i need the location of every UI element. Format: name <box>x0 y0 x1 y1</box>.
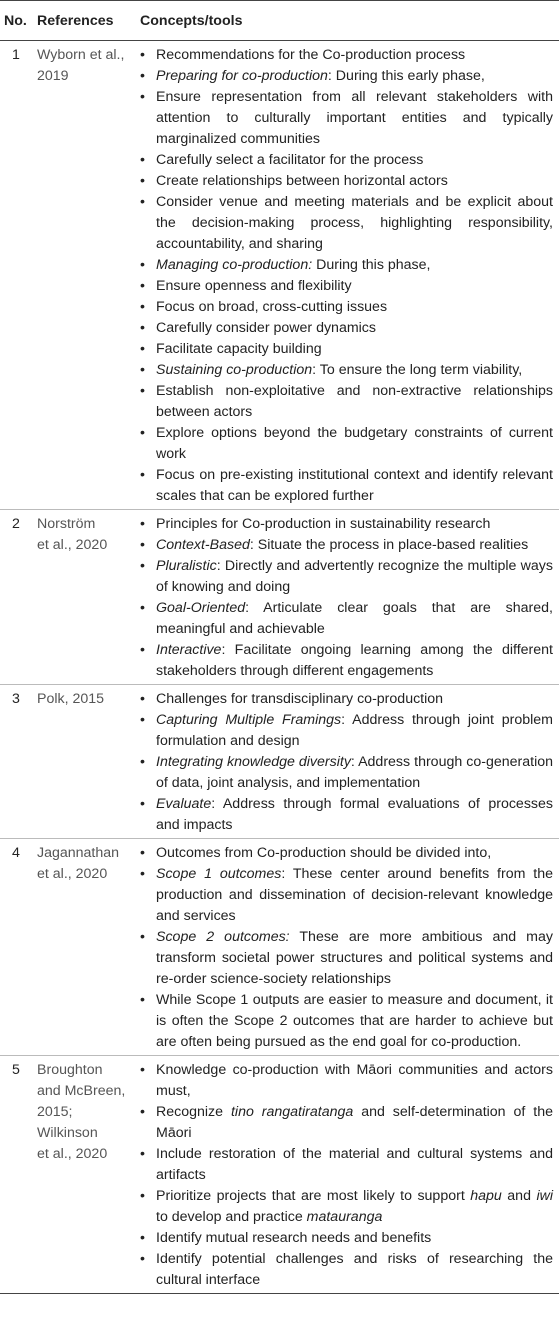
concept-item <box>136 710 553 752</box>
concept-text: Facilitate capacity building <box>156 341 322 357</box>
concept-list <box>136 689 553 836</box>
bullet-icon: • <box>140 537 145 553</box>
concept-term: Sustaining co-production <box>156 362 313 378</box>
reference-cell <box>35 41 136 510</box>
bullet-icon: • <box>140 1146 145 1162</box>
bullet-icon: • <box>140 866 145 882</box>
bullet-icon: • <box>140 691 145 707</box>
reference-line: and McBreen, <box>37 1083 126 1099</box>
reference-line: Wyborn et al., <box>37 47 125 63</box>
bullet-icon: • <box>140 299 145 315</box>
concept-term: Preparing for co-production <box>156 68 328 84</box>
table-row <box>0 1056 559 1294</box>
concept-list <box>136 45 553 507</box>
concept-text: While Scope 1 outputs are easier to measure and document, it is often the Scope 2 outcomes that are harder to achieve but are often being pursued as the end goal for co-production. <box>156 992 553 1050</box>
row-number: 2 <box>0 510 35 685</box>
bullet-icon: • <box>140 152 145 168</box>
concept-term: Integrating knowledge diversity <box>156 754 351 770</box>
concept-text: Carefully consider power dynamics <box>156 320 376 336</box>
reference-cell <box>35 1056 136 1294</box>
bullet-icon: • <box>140 257 145 273</box>
concept-term: Evaluate <box>156 796 212 812</box>
concept-text: Challenges for transdisciplinary co-production <box>156 691 444 707</box>
bullet-icon: • <box>140 278 145 294</box>
concept-text: Prioritize projects that are most likely to support <box>156 1188 471 1204</box>
table-row <box>0 839 559 1056</box>
concept-item <box>136 1060 553 1102</box>
bullet-icon: • <box>140 845 145 861</box>
concept-text: Recommendations for the Co-production process <box>156 47 466 63</box>
concept-term: hapu <box>470 1188 502 1204</box>
concept-item <box>136 465 553 507</box>
concept-item <box>136 556 553 598</box>
reference-line: Wilkinson <box>37 1125 98 1141</box>
row-number: 5 <box>0 1056 35 1294</box>
reference-line: et al., 2020 <box>37 537 108 553</box>
table-body <box>0 41 559 1294</box>
concept-item <box>136 1144 553 1186</box>
bullet-icon: • <box>140 796 145 812</box>
table-row <box>0 685 559 839</box>
concept-item <box>136 794 553 836</box>
concept-text: Knowledge co-production with Māori communities and actors must, <box>156 1062 553 1099</box>
bullet-icon: • <box>140 68 145 84</box>
concept-item <box>136 276 553 297</box>
header-no: No. <box>0 1 35 41</box>
concept-item <box>136 1249 553 1291</box>
concept-item <box>136 339 553 360</box>
concepts-cell <box>136 685 559 839</box>
concept-item <box>136 1186 553 1228</box>
concept-term: Capturing Multiple Framings <box>156 712 342 728</box>
bullet-icon: • <box>140 467 145 483</box>
concept-item <box>136 927 553 990</box>
concept-text: These are more ambitious and may transform societal power structures and political systems and re-order science-society relationships <box>156 929 553 987</box>
concept-term: Goal-Oriented <box>156 600 246 616</box>
concept-text: Identify mutual research needs and benefits <box>156 1230 432 1246</box>
concept-text: Create relationships between horizontal actors <box>156 173 448 189</box>
concepts-cell <box>136 1056 559 1294</box>
header-row <box>0 1 559 41</box>
concept-item <box>136 66 553 87</box>
bullet-icon: • <box>140 425 145 441</box>
bullet-icon: • <box>140 516 145 532</box>
concept-term: Scope 1 outcomes <box>156 866 282 882</box>
bullet-icon: • <box>140 992 145 1008</box>
bullet-icon: • <box>140 173 145 189</box>
concept-term: Scope 2 outcomes: <box>156 929 290 945</box>
table-row <box>0 510 559 685</box>
concept-text: Outcomes from Co-production should be divided into, <box>156 845 492 861</box>
concept-item <box>136 1228 553 1249</box>
concept-item <box>136 752 553 794</box>
bullet-icon: • <box>140 1062 145 1078</box>
concept-text: Ensure openness and flexibility <box>156 278 352 294</box>
concept-text: : During this early phase, <box>327 68 485 84</box>
concept-item <box>136 45 553 66</box>
concept-item <box>136 1102 553 1144</box>
concept-term: Managing co-production: <box>156 257 313 273</box>
concept-text: Carefully select a facilitator for the process <box>156 152 424 168</box>
reference-cell <box>35 510 136 685</box>
header-concepts: Concepts/tools <box>136 1 559 41</box>
concept-text: and <box>501 1188 537 1204</box>
concept-text: : Address through co-generation of data, joint analysis, and implementation <box>156 754 553 791</box>
concept-text: Principles for Co-production in sustainability research <box>156 516 491 532</box>
concept-text: Focus on broad, cross-cutting issues <box>156 299 388 315</box>
reference-line: Jagannathan <box>37 845 120 861</box>
concept-text: : Directly and advertently recognize the multiple ways of knowing and doing <box>156 558 553 595</box>
bullet-icon: • <box>140 642 145 658</box>
concept-item <box>136 87 553 150</box>
concepts-cell <box>136 41 559 510</box>
bullet-icon: • <box>140 47 145 63</box>
reference-cell <box>35 685 136 839</box>
bullet-icon: • <box>140 1251 145 1267</box>
bullet-icon: • <box>140 712 145 728</box>
concept-item <box>136 318 553 339</box>
bullet-icon: • <box>140 1104 145 1120</box>
header-references: References <box>35 1 136 41</box>
concept-text: Identify potential challenges and risks of researching the cultural interface <box>156 1251 553 1288</box>
concept-text: and self-determination of the Māori <box>156 1104 553 1141</box>
bullet-icon: • <box>140 89 145 105</box>
concept-item <box>136 360 553 381</box>
concept-term: Interactive <box>156 642 222 658</box>
table-header <box>0 1 559 41</box>
concept-text: Consider venue and meeting materials and be explicit about the decision-making process, highlighting responsibility, accountability, and sharing <box>156 194 553 252</box>
concept-item <box>136 192 553 255</box>
concept-item <box>136 535 553 556</box>
concept-term: matauranga <box>306 1209 383 1225</box>
row-number: 1 <box>0 41 35 510</box>
concept-item <box>136 423 553 465</box>
reference-cell <box>35 839 136 1056</box>
concept-item <box>136 171 553 192</box>
row-number: 4 <box>0 839 35 1056</box>
concept-text: Focus on pre-existing institutional context and identify relevant scales that can be explored further <box>156 467 553 504</box>
concept-term: Pluralistic <box>156 558 217 574</box>
bullet-icon: • <box>140 754 145 770</box>
concept-item <box>136 297 553 318</box>
bullet-icon: • <box>140 929 145 945</box>
bullet-icon: • <box>140 362 145 378</box>
concepts-cell <box>136 510 559 685</box>
concept-item <box>136 990 553 1053</box>
concept-list <box>136 843 553 1053</box>
concept-text: Ensure representation from all relevant stakeholders with attention to culturally important entities and typically marginalized communities <box>156 89 553 147</box>
concept-text: Explore options beyond the budgetary constraints of current work <box>156 425 553 462</box>
concept-text: During this phase, <box>312 257 431 273</box>
concept-item <box>136 381 553 423</box>
concept-text: Establish non-exploitative and non-extractive relationships between actors <box>156 383 553 420</box>
concept-text: : Address through formal evaluations of processes and impacts <box>156 796 553 833</box>
concept-text: to develop and practice <box>156 1209 307 1225</box>
concept-item <box>136 598 553 640</box>
concept-item <box>136 255 553 276</box>
concept-item <box>136 864 553 927</box>
concept-text: : Address through joint problem formulation and design <box>156 712 553 749</box>
bullet-icon: • <box>140 1230 145 1246</box>
row-number: 3 <box>0 685 35 839</box>
concept-item <box>136 514 553 535</box>
bullet-icon: • <box>140 600 145 616</box>
reference-line: et al., 2020 <box>37 866 108 882</box>
concept-text: Include restoration of the material and cultural systems and artifacts <box>156 1146 553 1183</box>
concept-term: tino rangatiratanga <box>230 1104 354 1120</box>
concept-text: : Facilitate ongoing learning among the different stakeholders through different engagements <box>156 642 553 679</box>
concept-item <box>136 689 553 710</box>
concept-list <box>136 514 553 682</box>
concept-text: : These center around benefits from the production and dissemination of decision-relevant knowledge and services <box>156 866 553 924</box>
reference-line: Norström <box>37 516 96 532</box>
table-row <box>0 41 559 510</box>
concept-term: iwi <box>536 1188 553 1204</box>
concept-item <box>136 150 553 171</box>
concept-term: Context-Based <box>156 537 250 553</box>
reference-line: 2015; <box>37 1104 73 1120</box>
concept-text: : Situate the process in place-based realities <box>249 537 529 553</box>
reference-line: Polk, 2015 <box>37 691 105 707</box>
bullet-icon: • <box>140 194 145 210</box>
reference-line: et al., 2020 <box>37 1146 108 1162</box>
concepts-cell <box>136 839 559 1056</box>
bullet-icon: • <box>140 1188 145 1204</box>
bullet-icon: • <box>140 320 145 336</box>
reference-line: Broughton <box>37 1062 103 1078</box>
bullet-icon: • <box>140 341 145 357</box>
reference-line: 2019 <box>37 68 69 84</box>
bullet-icon: • <box>140 558 145 574</box>
concept-text: Recognize <box>156 1104 231 1120</box>
concept-text: : To ensure the long term viability, <box>312 362 523 378</box>
bullet-icon: • <box>140 383 145 399</box>
concept-item <box>136 640 553 682</box>
concept-item <box>136 843 553 864</box>
concept-text: : Articulate clear goals that are shared, meaningful and achievable <box>156 600 553 637</box>
concept-list <box>136 1060 553 1291</box>
